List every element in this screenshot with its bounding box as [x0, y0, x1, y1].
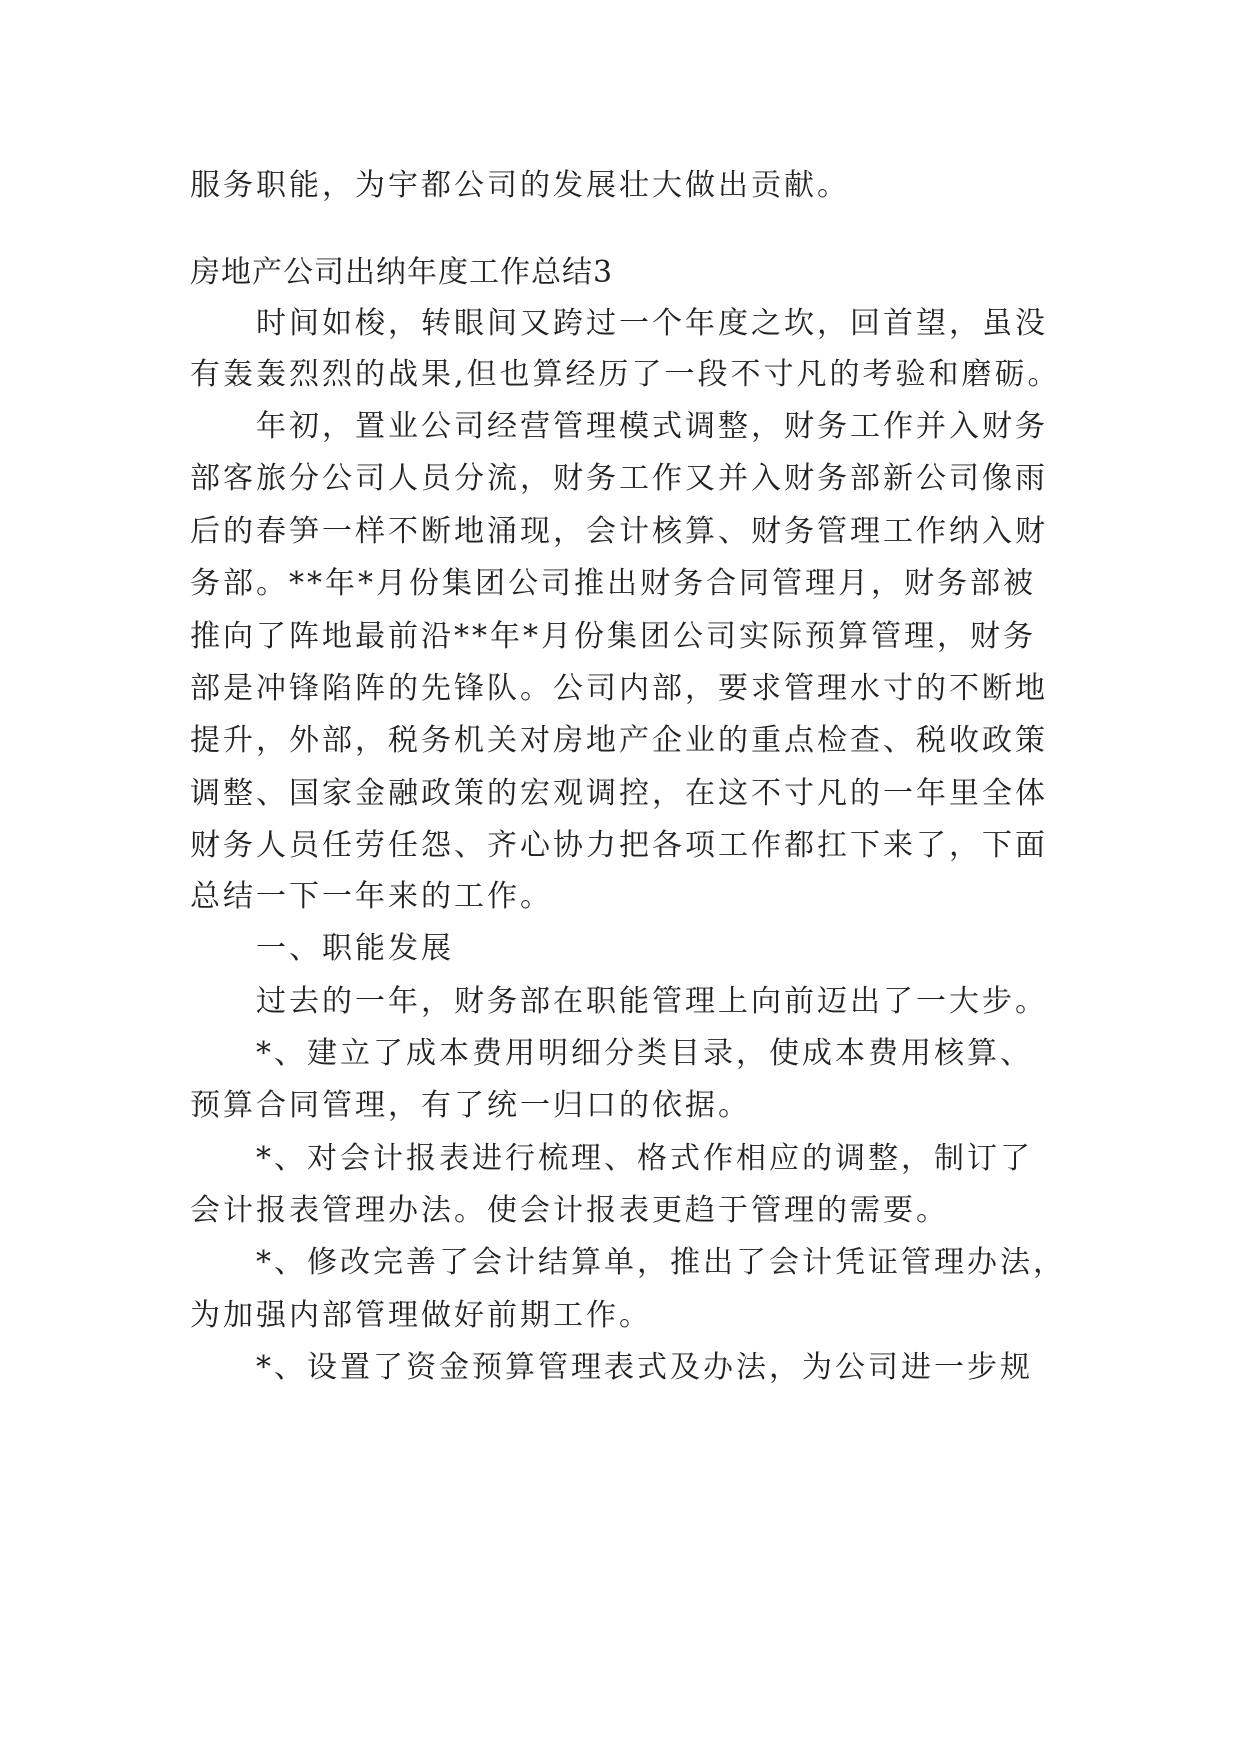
paragraph-line: 财务人员任劳任怨、齐心协力把各项工作都扛下来了，下面	[190, 828, 1048, 863]
list-item-line: 会计报表管理办法。使会计报表更趋于管理的需要。	[190, 1193, 949, 1228]
section-title: 房地产公司出纳年度工作总结3	[190, 255, 614, 290]
paragraph-line: 务部。**年*月份集团公司推出财务合同管理月，财务部被	[190, 566, 1036, 601]
paragraph-line: 部客旅分公司人员分流，财务工作又并入财务部新公司像雨	[190, 461, 1048, 496]
list-item-line: *、对会计报表进行梳理、格式作相应的调整，制订了	[256, 1141, 1033, 1176]
list-item-line: 为加强内部管理做好前期工作。	[190, 1298, 652, 1333]
paragraph-line: 调整、国家金融政策的宏观调控，在这不寸凡的一年里全体	[190, 776, 1048, 811]
subsection-heading: 一、职能发展	[256, 931, 454, 966]
list-item-line: *、建立了成本费用明细分类目录，使成本费用核算、	[256, 1036, 1033, 1071]
paragraph-continuation: 服务职能，为宇都公司的发展壮大做出贡献。	[190, 168, 850, 203]
paragraph-line: 时间如梭，转眼间又跨过一个年度之坎，回首望，虽没	[256, 306, 1048, 341]
paragraph-line: 过去的一年，财务部在职能管理上向前迈出了一大步。	[256, 984, 1048, 1019]
list-item-line: 预算合同管理，有了统一归口的依据。	[190, 1088, 751, 1123]
paragraph-line: 年初，置业公司经营管理模式调整，财务工作并入财务	[256, 409, 1048, 444]
paragraph-line: 推向了阵地最前沿**年*月份集团公司实际预算管理，财务	[190, 619, 1036, 654]
list-item-line: *、修改完善了会计结算单，推出了会计凭证管理办法，	[256, 1245, 1066, 1280]
paragraph-line: 提升，外部，税务机关对房地产企业的重点检查、税收政策	[190, 723, 1048, 758]
paragraph-line: 总结一下一年来的工作。	[190, 879, 553, 914]
paragraph-line: 后的春笋一样不断地涌现，会计核算、财务管理工作纳入财	[190, 514, 1048, 549]
list-item-line: *、设置了资金预算管理表式及办法，为公司进一步规	[256, 1350, 1033, 1385]
paragraph-line: 部是冲锋陷阵的先锋队。公司内部，要求管理水寸的不断地	[190, 671, 1048, 706]
paragraph-line: 有轰轰烈烈的战果,但也算经历了一段不寸凡的考验和磨砺。	[190, 357, 1061, 392]
